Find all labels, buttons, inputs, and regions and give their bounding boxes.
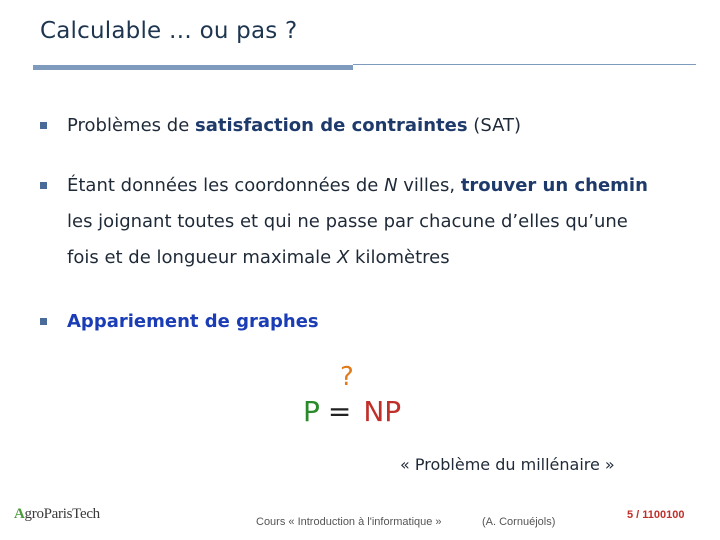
footer-author: (A. Cornuéjols) xyxy=(482,516,556,528)
equation-p: P xyxy=(303,395,320,428)
bullet-sat xyxy=(67,108,707,144)
bullet-tsp-line3-post: kilomètres xyxy=(349,247,450,268)
equation-question-mark: ? xyxy=(340,362,354,392)
equation-equals: = xyxy=(327,395,352,428)
bullet-tsp-text-mid: villes, xyxy=(397,175,461,196)
bullet-graph-matching-text: Appariement de graphes xyxy=(67,311,319,332)
bullet-tsp-text-pre: Étant données les coordonnées de xyxy=(67,175,385,196)
p-vs-np-equation xyxy=(303,394,401,430)
bullet-tsp-var-n: N xyxy=(384,175,398,196)
title-underline-thin xyxy=(353,64,696,65)
footer-course: Cours « Introduction à l'informatique » xyxy=(256,516,442,528)
bullet-graph-matching xyxy=(67,304,707,340)
bullet-sat-text-pre: Problèmes de xyxy=(67,115,195,136)
bullet-sat-emphasis: satisfaction de contraintes xyxy=(195,115,468,136)
millennium-caption: « Problème du millénaire » xyxy=(400,455,615,474)
logo-text: groParisTech xyxy=(24,506,100,522)
bullet-square-icon xyxy=(40,182,47,189)
bullet-square-icon xyxy=(40,318,47,325)
equation-np: NP xyxy=(363,395,402,428)
bullet-square-icon xyxy=(40,122,47,129)
bullet-tsp xyxy=(67,168,707,276)
page-number: 5 / 1100100 xyxy=(627,509,685,521)
bullet-tsp-var-x: X xyxy=(336,247,350,268)
bullet-tsp-emphasis: trouver un chemin xyxy=(460,175,648,196)
slide-title: Calculable … ou pas ? xyxy=(40,18,298,44)
bullet-sat-text-post: (SAT) xyxy=(467,115,522,136)
logo-leaf-icon: A xyxy=(14,506,25,522)
bullet-tsp-line3-pre: fois et de longueur maximale xyxy=(67,247,337,268)
bullet-tsp-line2: les joignant toutes et qui ne passe par chacune d’elles qu’une xyxy=(67,211,628,232)
title-underline-thick xyxy=(33,65,353,70)
agroparistech-logo xyxy=(14,506,100,523)
